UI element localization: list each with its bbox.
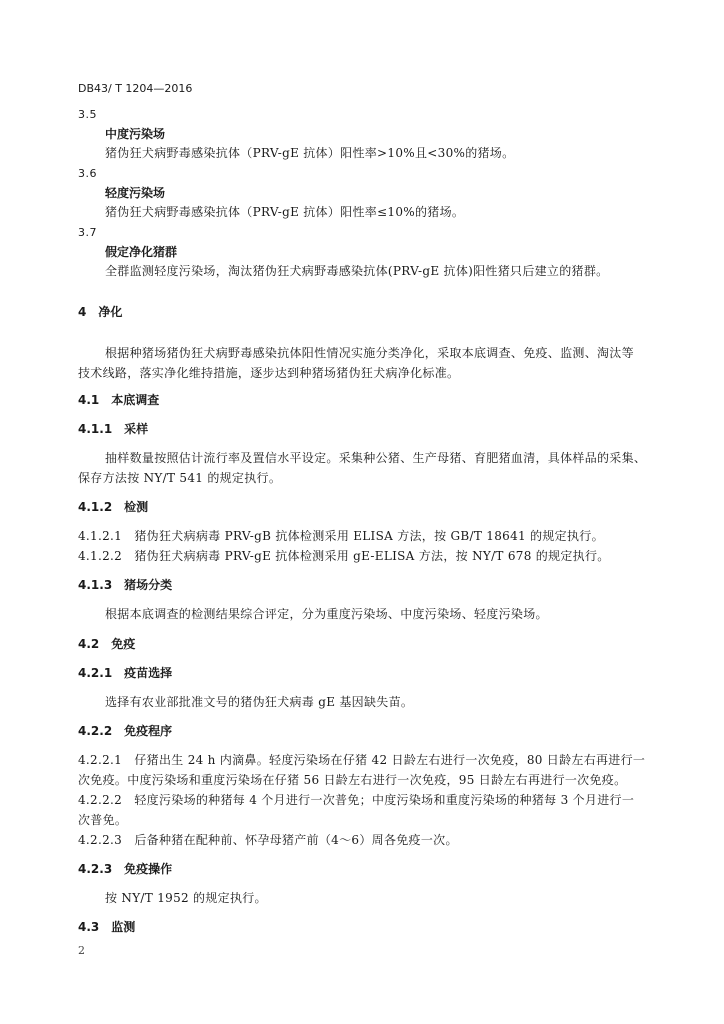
section-4-paragraph-line-2: 技术线路，落实净化维持措施，逐步达到种猪场猪伪狂犬病净化标准。 xyxy=(78,366,460,380)
clause-4-1-2-2: 4.1.2.2 猪伪狂犬病病毒 PRV-gE 抗体检测采用 gE-ELISA 方法，按 NY/T 678 的规定执行。 xyxy=(78,549,610,563)
clause-4-1-2-1: 4.1.2.1 猪伪狂犬病病毒 PRV-gB 抗体检测采用 ELISA 方法，按 GB/T 18641 的规定执行。 xyxy=(78,529,604,543)
term-3-5: 中度污染场 xyxy=(105,127,166,141)
clause-4-2-2-2-line-1: 4.2.2.2 轻度污染场的种猪每 4 个月进行一次普免；中度污染场和重度污染场的种猪每 3 个月进行一 xyxy=(78,793,635,807)
clause-4-2-2-3: 4.2.2.3 后备种猪在配种前、怀孕母猪产前（4～6）周各免疫一次。 xyxy=(78,833,458,847)
document-code: DB43/ T 1204—2016 xyxy=(78,82,193,95)
section-heading-4-2-3: 4.2.3 免疫操作 xyxy=(78,862,173,876)
term-3-7: 假定净化猪群 xyxy=(105,245,178,259)
section-heading-4-2-2: 4.2.2 免疫程序 xyxy=(78,724,173,738)
clause-number-3-5: 3.5 xyxy=(78,108,97,121)
section-4-1-1-line-1: 抽样数量按照估计流行率及置信水平设定。采集种公猪、生产母猪、育肥猪血清，具体样品的采集、 xyxy=(105,451,647,465)
section-4-2-3-line-1: 按 NY/T 1952 的规定执行。 xyxy=(105,891,267,905)
definition-3-6: 猪伪狂犬病野毒感染抗体（PRV-gE 抗体）阳性率≤10%的猪场。 xyxy=(105,205,465,219)
section-4-2-1-line-1: 选择有农业部批准文号的猪伪狂犬病毒 gE 基因缺失苗。 xyxy=(105,695,414,709)
section-4-paragraph-line-1: 根据种猪场猪伪狂犬病野毒感染抗体阳性情况实施分类净化，采取本底调查、免疫、监测、淘汰等 xyxy=(105,346,634,360)
definition-3-5: 猪伪狂犬病野毒感染抗体（PRV-gE 抗体）阳性率>10%且<30%的猪场。 xyxy=(105,146,515,160)
section-4-1-3-line-1: 根据本底调查的检测结果综合评定，分为重度污染场、中度污染场、轻度污染场。 xyxy=(105,607,548,621)
section-heading-4-3: 4.3 监测 xyxy=(78,920,136,934)
term-3-6: 轻度污染场 xyxy=(105,186,166,200)
section-heading-4: 4 净化 xyxy=(78,305,123,319)
clause-4-2-2-1-line-1: 4.2.2.1 仔猪出生 24 h 内滴鼻。轻度污染场在仔猪 42 日龄左右进行一次免疫，80 日龄左右再进行一 xyxy=(78,753,646,767)
section-heading-4-2-1: 4.2.1 疫苗选择 xyxy=(78,666,173,680)
clause-number-3-6: 3.6 xyxy=(78,167,97,180)
section-heading-4-1-3: 4.1.3 猪场分类 xyxy=(78,578,173,592)
section-heading-4-1-1: 4.1.1 采样 xyxy=(78,422,149,436)
clause-number-3-7: 3.7 xyxy=(78,226,97,239)
section-heading-4-1: 4.1 本底调查 xyxy=(78,393,160,407)
page-number: 2 xyxy=(78,944,85,957)
definition-3-7: 全群监测轻度污染场，淘汰猪伪狂犬病野毒感染抗体(PRV-gE 抗体)阳性猪只后建立的猪群。 xyxy=(105,264,609,278)
section-heading-4-1-2: 4.1.2 检测 xyxy=(78,500,149,514)
clause-4-2-2-1-line-2: 次免疫。中度污染场和重度污染场在仔猪 56 日龄左右进行一次免疫，95 日龄左右再进行一次免疫。 xyxy=(78,773,627,787)
section-heading-4-2: 4.2 免疫 xyxy=(78,637,136,651)
section-4-1-1-line-2: 保存方法按 NY/T 541 的规定执行。 xyxy=(78,471,282,485)
clause-4-2-2-2-line-2: 次普免。 xyxy=(78,813,128,827)
